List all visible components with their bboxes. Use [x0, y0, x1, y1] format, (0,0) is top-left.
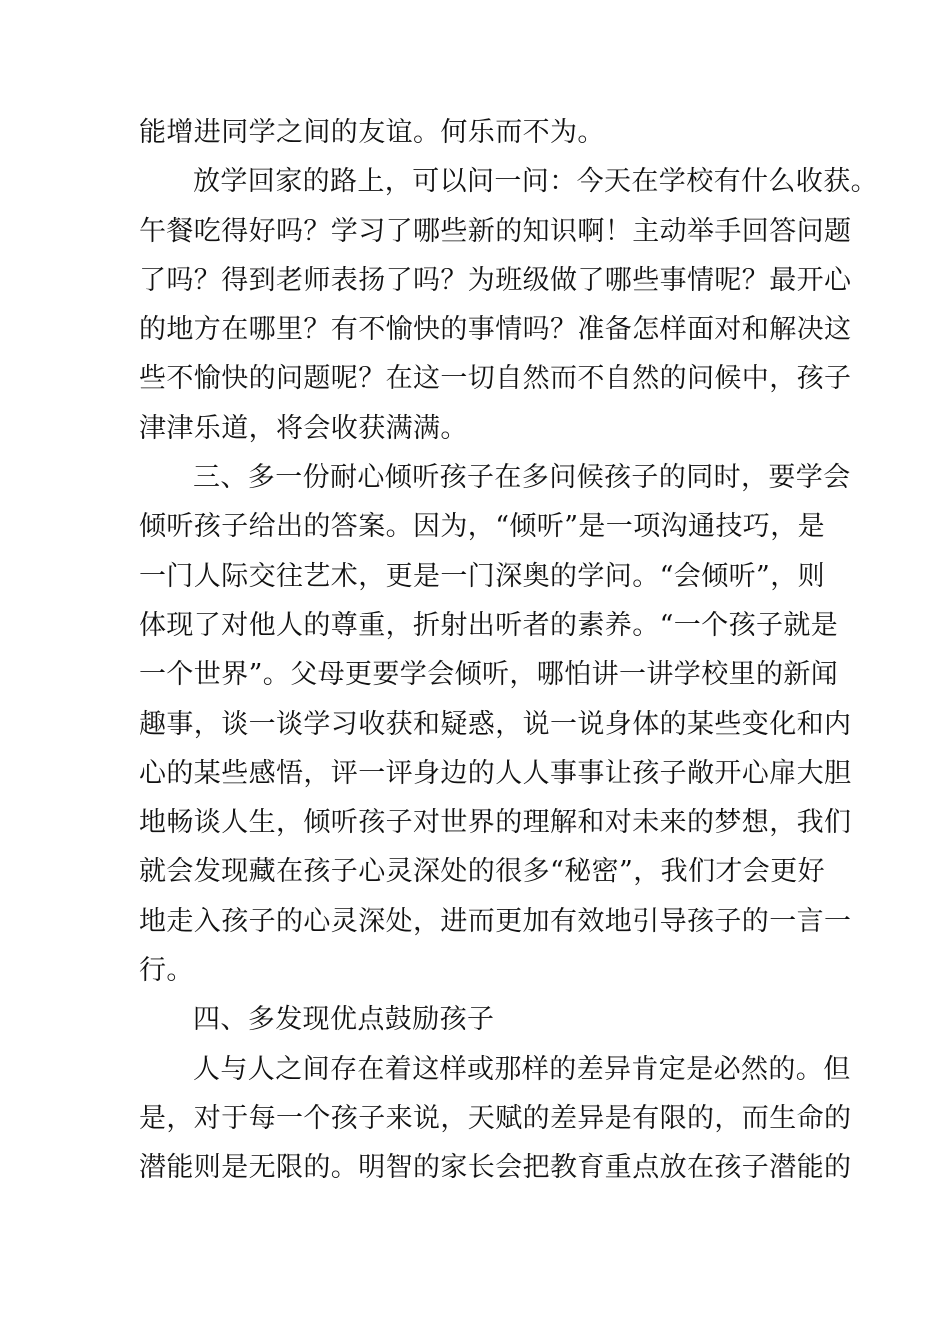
paragraph-start-line: 放学回家的路上，可以问一问：今天在学校有什么收获。 [193, 166, 878, 198]
text-line: 一个世界”。父母更要学会倾听，哪怕讲一讲学校里的新闻 [139, 659, 839, 691]
text-line: 午餐吃得好吗？学习了哪些新的知识啊！主动举手回答问题 [139, 215, 852, 247]
text-line: 就会发现藏在孩子心灵深处的很多“秘密”，我们才会更好 [139, 856, 826, 888]
paragraph-start-line: 三、多一份耐心倾听孩子在多问候孩子的同时，要学会 [193, 462, 851, 494]
paragraph-start-line: 四、多发现优点鼓励孩子 [193, 1004, 495, 1036]
text-line: 的地方在哪里？有不愉快的事情吗？准备怎样面对和解决这 [139, 314, 852, 346]
text-line: 心的某些感悟，评一评身边的人人事事让孩子敞开心扉大胆 [139, 757, 852, 789]
text-line: 能增进同学之间的友谊。何乐而不为。 [139, 117, 605, 148]
text-line: 些不愉快的问题呢？在这一切自然而不自然的问候中，孩子 [139, 363, 852, 395]
body-text [139, 108, 878, 1193]
text-line: 地走入孩子的心灵深处，进而更加有效地引导孩子的一言一 [139, 905, 852, 937]
paragraph-start-line: 人与人之间存在着这样或那样的差异肯定是必然的。但 [193, 1053, 851, 1085]
text-line: 地畅谈人生，倾听孩子对世界的理解和对未来的梦想，我们 [139, 807, 852, 839]
text-line: 津津乐道，将会收获满满。 [139, 412, 468, 444]
text-line: 一门人际交往艺术，更是一门深奥的学问。“会倾听”，则 [139, 560, 826, 592]
text-line: 倾听孩子给出的答案。因为，“倾听”是一项沟通技巧，是 [139, 511, 826, 543]
text-line: 行。 [139, 955, 194, 987]
text-line: 了吗？得到老师表扬了吗？为班级做了哪些事情呢？最开心 [139, 264, 852, 296]
text-line: 体现了对他人的尊重，折射出听者的素养。“一个孩子就是 [139, 609, 839, 641]
text-line: 潜能则是无限的。明智的家长会把教育重点放在孩子潜能的 [139, 1152, 852, 1184]
text-line: 是，对于每一个孩子来说，天赋的差异是有限的，而生命的 [139, 1102, 852, 1134]
text-line: 趣事，谈一谈学习收获和疑惑，说一说身体的某些变化和内 [139, 708, 852, 740]
